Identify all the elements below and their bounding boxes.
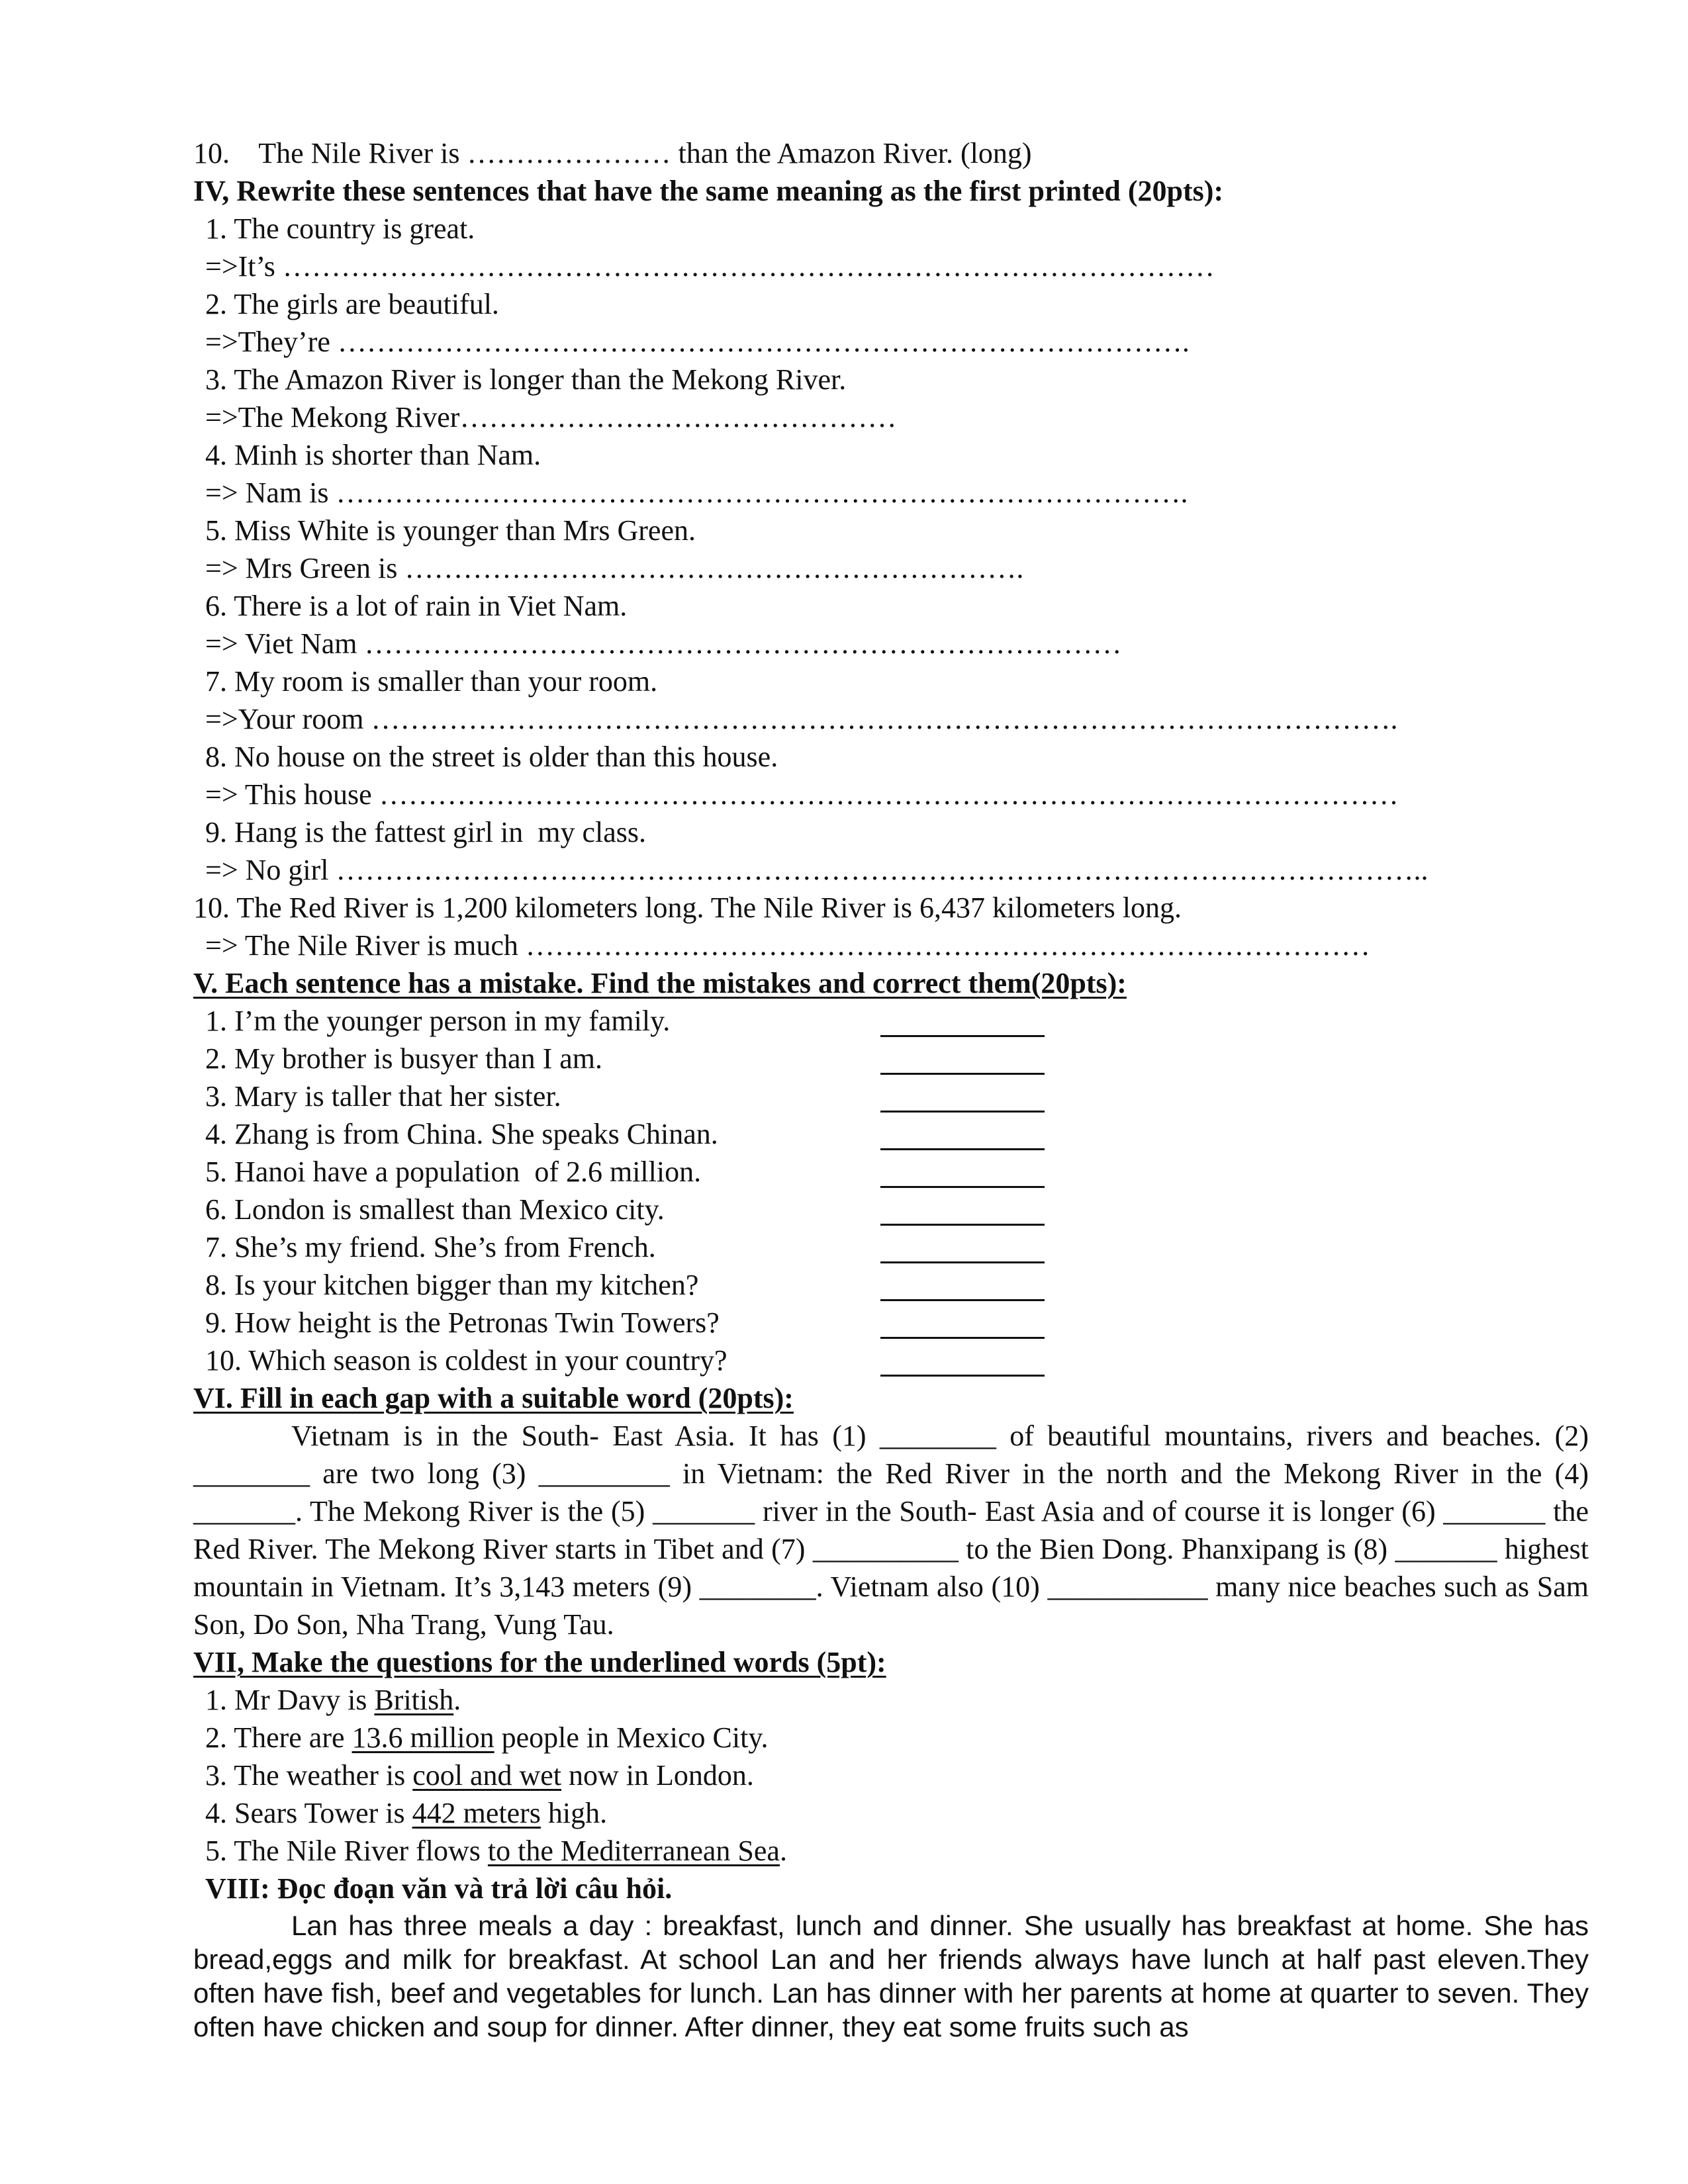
item-suffix: people in Mexico City. xyxy=(494,1721,769,1754)
section-v-title: V. Each sentence has a mistake. Find the mistakes and correct them(20pts): xyxy=(193,967,1127,999)
underlined-word: British xyxy=(374,1684,454,1716)
section-v-answer-blank-9[interactable] xyxy=(880,1337,1045,1339)
section-iv-question-6: 6. There is a lot of rain in Viet Nam. xyxy=(205,590,628,622)
section-v-answer-blank-3[interactable] xyxy=(880,1111,1045,1113)
section-iv-title: IV, Rewrite these sentences that have the same meaning as the first printed (20pts): xyxy=(193,175,1224,207)
section-vii-item-1 xyxy=(205,1681,461,1719)
section-v-answer-blank-2[interactable] xyxy=(880,1073,1045,1075)
section-v-sentence-3: 3. Mary is taller that her sister. xyxy=(205,1080,561,1113)
item-prefix: 1. Mr Davy is xyxy=(205,1684,375,1716)
item-suffix: . xyxy=(453,1684,461,1716)
underlined-word: cool and wet xyxy=(412,1759,562,1792)
section-v-sentence-4: 4. Zhang is from China. She speaks Chinan. xyxy=(205,1118,718,1150)
section-vii-item-4 xyxy=(205,1794,607,1832)
section-iv-answer-7[interactable]: =>Your room ……………………………………………………………………………………………. xyxy=(205,703,1398,735)
section-v-sentence-5: 5. Hanoi have a population of 2.6 million. xyxy=(205,1156,702,1188)
section-vii-title: VII, Make the questions for the underlined words (5pt): xyxy=(193,1646,886,1678)
section-viii-paragraph xyxy=(193,1909,1589,2044)
reading-text: Lan has three meals a day : breakfast, lunch and dinner. She usually has breakfast at home. She has bread,eggs and milk for breakfast. At school Lan and her friends always have lunch at half past eleven.They often have fish, beef and vegetables for lunch. Lan has dinner with her parents at home at quarter to seven. They often have chicken and soup for dinner. After dinner, they eat some fruits such as xyxy=(193,1910,1589,2042)
section-iv-question-8: 8. No house on the street is older than this house. xyxy=(205,741,778,773)
section-vii-item-3 xyxy=(205,1756,754,1794)
underlined-word: to the Mediterranean Sea xyxy=(487,1835,780,1867)
section-v-answer-blank-6[interactable] xyxy=(880,1224,1045,1226)
section-v-sentence-9: 9. How height is the Petronas Twin Towers? xyxy=(205,1306,720,1339)
item-prefix: 5. The Nile River flows xyxy=(205,1835,488,1867)
item-number: 10. xyxy=(193,137,230,169)
item-suffix: . xyxy=(779,1835,787,1867)
underlined-word: 13.6 million xyxy=(352,1721,494,1754)
section-vii-item-5 xyxy=(205,1832,787,1870)
section-iv-question-3: 3. The Amazon River is longer than the Mekong River. xyxy=(205,363,847,396)
section-iv-question-10: 10. The Red River is 1,200 kilometers long. The Nile River is 6,437 kilometers long. xyxy=(193,891,1182,924)
section-iv-question-7: 7. My room is smaller than your room. xyxy=(205,665,658,698)
section-v-sentence-1: 1. I’m the younger person in my family. xyxy=(205,1005,671,1037)
item-text: The Nile River is ………………… than the Amazon River. (long) xyxy=(258,137,1032,169)
section-v-sentence-7: 7. She’s my friend. She’s from French. xyxy=(205,1231,656,1263)
section-v-answer-blank-8[interactable] xyxy=(880,1299,1045,1301)
section-iv-question-2: 2. The girls are beautiful. xyxy=(205,288,499,320)
section-iv-question-4: 4. Minh is shorter than Nam. xyxy=(205,439,541,471)
section-v-sentence-10: 10. Which season is coldest in your country? xyxy=(205,1344,727,1377)
section-v-answer-blank-7[interactable] xyxy=(880,1261,1045,1263)
section-vii-item-2 xyxy=(205,1719,769,1756)
item-suffix: now in London. xyxy=(561,1759,754,1792)
section-iv-question-5: 5. Miss White is younger than Mrs Green. xyxy=(205,514,696,547)
section-vi-paragraph xyxy=(193,1417,1589,1643)
exercise-iii-item-10 xyxy=(193,134,1031,172)
section-v-sentence-2: 2. My brother is busyer than I am. xyxy=(205,1042,602,1075)
section-viii-title: VIII: Đọc đoạn văn và trả lời câu hỏi. xyxy=(205,1872,673,1905)
section-iv-answer-2[interactable]: =>They’re ……………………………………………………………………………. xyxy=(205,326,1190,358)
item-suffix: high. xyxy=(540,1797,608,1829)
section-v-sentence-8: 8. Is your kitchen bigger than my kitchen? xyxy=(205,1269,699,1301)
section-v-answer-blank-4[interactable] xyxy=(880,1148,1045,1150)
underlined-word: 442 meters xyxy=(412,1797,541,1829)
section-iv-question-9: 9. Hang is the fattest girl in my class. xyxy=(205,816,646,848)
section-iv-answer-10[interactable]: => The Nile River is much …………………………………………………………………………… xyxy=(205,929,1370,962)
section-iv-answer-9[interactable]: => No girl ………………………………………………………………………………………………….. xyxy=(205,854,1429,886)
item-prefix: 2. There are xyxy=(205,1721,352,1754)
section-iv-answer-1[interactable]: =>It’s …………………………………………………………………………………… xyxy=(205,250,1215,283)
section-v-answer-blank-10[interactable] xyxy=(880,1375,1045,1377)
item-prefix: 3. The weather is xyxy=(205,1759,413,1792)
section-vi-title: VI. Fill in each gap with a suitable word (20pts): xyxy=(193,1382,794,1414)
gap-fill-text[interactable]: Vietnam is in the South- East Asia. It has (1) ________ of beautiful mountains, rivers and beaches. (2) ________ are two long (3) _________ in Vietnam: the Red River in the north and the Mekong River in the (4) _______. The Mekong River is the (5) _______ river in the South- East Asia and of course it is longer (6) _______ the Red River. The Mekong River starts in Tibet and (7) __________ to the Bien Dong. Phanxipang is (8) _______ highest mountain in Vietnam. It’s 3,143 meters (9) ________. Vietnam also (10) ___________ many nice beaches such as Sam Son, Do Son, Nha Trang, Vung Tau. xyxy=(193,1420,1589,1641)
section-iv-answer-8[interactable]: => This house …………………………………………………………………………………………… xyxy=(205,778,1399,811)
section-iv-answer-5[interactable]: => Mrs Green is ………………………………………………………. xyxy=(205,552,1024,584)
item-prefix: 4. Sears Tower is xyxy=(205,1797,412,1829)
section-v-answer-blank-5[interactable] xyxy=(880,1186,1045,1188)
section-iv-answer-6[interactable]: => Viet Nam …………………………………………………………………… xyxy=(205,627,1122,660)
section-iv-question-1: 1. The country is great. xyxy=(205,212,475,245)
section-iv-answer-4[interactable]: => Nam is ……………………………………………………………………………. xyxy=(205,477,1188,509)
section-v-sentence-6: 6. London is smallest than Mexico city. xyxy=(205,1193,665,1226)
section-iv-answer-3[interactable]: =>The Mekong River……………………………………… xyxy=(205,401,897,433)
section-v-answer-blank-1[interactable] xyxy=(880,1035,1045,1037)
